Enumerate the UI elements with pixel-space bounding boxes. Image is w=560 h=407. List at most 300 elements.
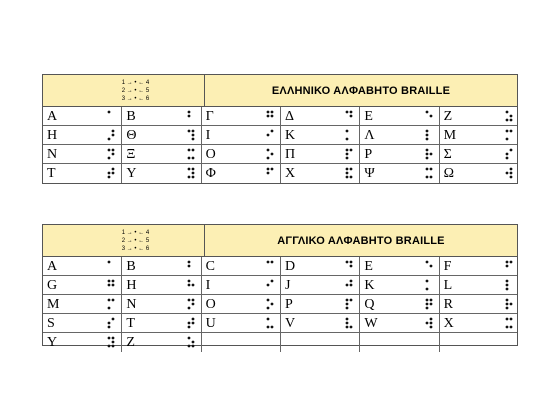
braille-dot-4 xyxy=(112,337,115,340)
braille-dot-1 xyxy=(187,130,190,133)
braille-dot-2 xyxy=(267,284,270,287)
letter-label: Α xyxy=(47,109,58,124)
braille-dot-5 xyxy=(510,172,513,175)
letter-label: Ζ xyxy=(443,109,453,124)
letter-label: Κ xyxy=(284,128,296,143)
braille-dot-2 xyxy=(346,153,349,156)
braille-dot-1 xyxy=(425,299,428,302)
letter-cell xyxy=(281,107,360,125)
braille-dot-3 xyxy=(425,176,428,179)
letter-label: Η xyxy=(47,128,58,143)
braille-cell-icon xyxy=(187,148,195,160)
braille-dot-2 xyxy=(425,303,428,306)
braille-dot-1 xyxy=(425,280,428,283)
letter-cell xyxy=(122,295,201,313)
braille-dot-5 xyxy=(112,134,115,137)
braille-cell-icon xyxy=(266,167,274,179)
braille-dot-1 xyxy=(187,337,190,340)
letter-cell xyxy=(202,126,281,144)
braille-dot-1 xyxy=(267,149,270,152)
braille-dot-3 xyxy=(187,326,190,329)
braille-dot-4 xyxy=(112,149,115,152)
letter-label: K xyxy=(364,278,375,293)
table-row xyxy=(43,126,517,145)
table-row xyxy=(43,145,517,164)
braille-dot-2 xyxy=(506,172,509,175)
braille-dot-1 xyxy=(267,168,270,171)
letter-cell xyxy=(202,107,281,125)
braille-dot-4 xyxy=(429,299,432,302)
letter-cell xyxy=(43,333,122,352)
braille-dot-5 xyxy=(191,341,194,344)
letter-cell xyxy=(281,126,360,144)
braille-dot-1 xyxy=(108,261,111,264)
braille-dot-1 xyxy=(346,318,349,321)
braille-dot-3 xyxy=(108,307,111,310)
letter-label: Π xyxy=(284,147,296,162)
letter-label: W xyxy=(364,316,378,331)
braille-dot-2 xyxy=(506,284,509,287)
braille-dot-5 xyxy=(271,115,274,118)
braille-dot-5 xyxy=(112,153,115,156)
letter-label: Μ xyxy=(443,128,457,143)
letter-cell xyxy=(202,276,281,294)
braille-dot-3 xyxy=(506,138,509,141)
legend-line: 2 → • ← 5 xyxy=(121,237,150,244)
legend-line: 1 → • ← 4 xyxy=(121,229,150,236)
letter-label: M xyxy=(47,297,60,312)
braille-dot-6 xyxy=(191,157,194,160)
braille-dot-6 xyxy=(510,176,513,179)
letter-cell xyxy=(440,164,519,183)
braille-cell-icon xyxy=(266,148,274,160)
braille-dot-4 xyxy=(350,111,353,114)
braille-cell-icon xyxy=(425,260,433,272)
braille-cell-icon xyxy=(266,110,274,122)
letter-cell xyxy=(360,126,439,144)
braille-dot-5 xyxy=(191,172,194,175)
braille-dot-4 xyxy=(112,318,115,321)
braille-cell-icon xyxy=(425,129,433,141)
braille-dot-5 xyxy=(429,303,432,306)
braille-dot-2 xyxy=(187,115,190,118)
braille-dot-4 xyxy=(510,130,513,133)
braille-dot-4 xyxy=(350,168,353,171)
braille-cell-icon xyxy=(187,298,195,310)
braille-dot-1 xyxy=(108,337,111,340)
empty-cell xyxy=(281,333,360,352)
braille-dot-4 xyxy=(271,280,274,283)
letter-label: Τ xyxy=(47,166,56,181)
braille-dot-1 xyxy=(425,130,428,133)
braille-dot-3 xyxy=(187,157,190,160)
braille-cell-icon xyxy=(425,148,433,160)
braille-dot-3 xyxy=(425,157,428,160)
letter-cell xyxy=(360,276,439,294)
braille-cell-icon xyxy=(187,129,195,141)
braille-cell-icon xyxy=(505,148,513,160)
letter-label: Ν xyxy=(47,147,58,162)
letter-cell xyxy=(440,107,519,125)
braille-cell-icon xyxy=(187,260,195,272)
letter-label: C xyxy=(205,259,215,274)
braille-dot-6 xyxy=(510,326,513,329)
letter-cell xyxy=(122,257,201,275)
braille-cell-icon xyxy=(505,260,513,272)
braille-cell-icon xyxy=(187,336,195,348)
letter-cell xyxy=(281,257,360,275)
letter-label: Φ xyxy=(205,166,216,181)
letter-cell xyxy=(43,257,122,275)
letter-cell xyxy=(122,164,201,183)
braille-cell-icon xyxy=(266,317,274,329)
english-table-header xyxy=(43,225,517,257)
braille-dot-4 xyxy=(191,299,194,302)
letter-cell xyxy=(281,295,360,313)
legend-line: 3 → • ← 6 xyxy=(121,245,150,252)
braille-dot-2 xyxy=(187,284,190,287)
english-rows xyxy=(43,257,517,352)
braille-dot-3 xyxy=(267,326,270,329)
braille-cell-icon xyxy=(107,148,115,160)
braille-dot-3 xyxy=(267,307,270,310)
legend-line: 3 → • ← 6 xyxy=(121,95,150,102)
braille-dot-3 xyxy=(346,307,349,310)
braille-dot-2 xyxy=(506,153,509,156)
braille-cell-icon xyxy=(187,110,195,122)
braille-dot-3 xyxy=(108,138,111,141)
braille-cell-icon xyxy=(107,167,115,179)
letter-cell xyxy=(440,145,519,163)
braille-dot-1 xyxy=(506,299,509,302)
greek-table-title: ΕΛΛΗΝΙΚΟ ΑΛΦΑΒΗΤΟ BRAILLE xyxy=(271,84,451,97)
braille-dot-1 xyxy=(346,261,349,264)
braille-dot-6 xyxy=(350,176,353,179)
braille-dot-2 xyxy=(506,303,509,306)
braille-dot-5 xyxy=(112,341,115,344)
letter-label: D xyxy=(284,259,296,274)
empty-cell xyxy=(440,333,519,352)
letter-cell xyxy=(440,276,519,294)
braille-dot-2 xyxy=(346,172,349,175)
braille-dot-3 xyxy=(267,157,270,160)
letter-label: G xyxy=(47,278,58,293)
braille-cell-icon xyxy=(107,298,115,310)
table-row xyxy=(43,333,517,352)
braille-dot-5 xyxy=(271,303,274,306)
braille-dot-2 xyxy=(108,284,111,287)
letter-label: N xyxy=(126,297,137,312)
braille-dot-1 xyxy=(506,111,509,114)
table-row xyxy=(43,314,517,333)
braille-cell-icon xyxy=(345,167,353,179)
letter-cell xyxy=(202,257,281,275)
braille-dot-1 xyxy=(187,261,190,264)
letter-label: L xyxy=(443,278,453,293)
braille-dot-1 xyxy=(187,111,190,114)
braille-dot-1 xyxy=(267,318,270,321)
letter-cell xyxy=(202,314,281,332)
braille-cell-icon xyxy=(505,167,513,179)
letter-label: H xyxy=(126,278,137,293)
letter-cell xyxy=(43,295,122,313)
braille-dot-4 xyxy=(271,130,274,133)
braille-dot-5 xyxy=(429,153,432,156)
letter-label: T xyxy=(126,316,135,331)
braille-dot-1 xyxy=(187,280,190,283)
braille-dot-5 xyxy=(112,284,115,287)
letter-label: Λ xyxy=(364,128,375,143)
braille-dot-1 xyxy=(346,168,349,171)
braille-dot-3 xyxy=(425,138,428,141)
letter-label: R xyxy=(443,297,453,312)
letter-cell xyxy=(43,126,122,144)
braille-dot-1 xyxy=(187,168,190,171)
braille-dot-6 xyxy=(191,176,194,179)
braille-dot-2 xyxy=(425,153,428,156)
braille-dot-1 xyxy=(346,149,349,152)
braille-dot-3 xyxy=(346,326,349,329)
braille-dot-5 xyxy=(429,265,432,268)
empty-cell xyxy=(360,333,439,352)
greek-table-header xyxy=(43,75,517,107)
letter-label: Ω xyxy=(443,166,455,181)
letter-cell xyxy=(122,333,201,352)
braille-dot-3 xyxy=(187,176,190,179)
braille-dot-6 xyxy=(191,138,194,141)
braille-dot-5 xyxy=(350,284,353,287)
letter-cell xyxy=(281,314,360,332)
letter-cell xyxy=(43,107,122,125)
letter-label: Θ xyxy=(126,128,137,143)
letter-cell xyxy=(43,145,122,163)
letter-cell xyxy=(43,314,122,332)
letter-cell xyxy=(281,164,360,183)
letter-cell xyxy=(360,295,439,313)
braille-dot-3 xyxy=(187,345,190,348)
braille-cell-icon xyxy=(425,110,433,122)
letter-label: Ο xyxy=(205,147,216,162)
letter-label: B xyxy=(126,259,136,274)
braille-dot-5 xyxy=(429,322,432,325)
letter-label: Δ xyxy=(284,109,294,124)
table-row xyxy=(43,257,517,276)
braille-dot-1 xyxy=(425,149,428,152)
braille-dot-3 xyxy=(506,119,509,122)
braille-dot-1 xyxy=(346,111,349,114)
letter-label: Ψ xyxy=(364,166,375,181)
braille-dot-5 xyxy=(112,172,115,175)
braille-dot-3 xyxy=(506,326,509,329)
dot-position-legend xyxy=(43,225,205,256)
braille-dot-5 xyxy=(191,284,194,287)
letter-cell xyxy=(440,295,519,313)
letter-cell xyxy=(202,145,281,163)
braille-cell-icon xyxy=(345,110,353,122)
braille-dot-4 xyxy=(191,149,194,152)
braille-cell-icon xyxy=(187,317,195,329)
braille-dot-2 xyxy=(346,303,349,306)
braille-dot-3 xyxy=(346,157,349,160)
braille-dot-1 xyxy=(506,318,509,321)
letter-cell xyxy=(122,276,201,294)
letter-cell xyxy=(360,164,439,183)
braille-dot-3 xyxy=(108,345,111,348)
braille-dot-3 xyxy=(506,157,509,160)
braille-dot-1 xyxy=(108,149,111,152)
braille-dot-4 xyxy=(271,168,274,171)
letter-cell xyxy=(440,257,519,275)
letter-label: Σ xyxy=(443,147,452,162)
letter-label: Β xyxy=(126,109,136,124)
braille-dot-5 xyxy=(271,153,274,156)
braille-dot-1 xyxy=(187,299,190,302)
greek-rows xyxy=(43,107,517,183)
legend-line: 2 → • ← 5 xyxy=(121,87,150,94)
letter-label: Χ xyxy=(284,166,296,181)
braille-cell-icon xyxy=(345,279,353,291)
letter-cell xyxy=(202,164,281,183)
braille-dot-4 xyxy=(429,318,432,321)
braille-dot-4 xyxy=(510,261,513,264)
legend-line: 1 → • ← 4 xyxy=(121,79,150,86)
braille-dot-1 xyxy=(346,130,349,133)
braille-dot-4 xyxy=(271,111,274,114)
braille-dot-1 xyxy=(267,111,270,114)
braille-dot-6 xyxy=(271,326,274,329)
braille-dot-4 xyxy=(191,168,194,171)
letter-cell xyxy=(122,126,201,144)
letter-label: Q xyxy=(364,297,375,312)
braille-dot-2 xyxy=(187,265,190,268)
letter-label: F xyxy=(443,259,452,274)
braille-cell-icon xyxy=(107,260,115,272)
letter-cell xyxy=(360,257,439,275)
braille-dot-5 xyxy=(191,322,194,325)
braille-cell-icon xyxy=(187,167,195,179)
braille-dot-1 xyxy=(506,280,509,283)
braille-dot-3 xyxy=(346,138,349,141)
letter-label: P xyxy=(284,297,293,312)
braille-cell-icon xyxy=(505,129,513,141)
braille-dot-3 xyxy=(108,176,111,179)
braille-cell-icon xyxy=(505,317,513,329)
letter-cell xyxy=(281,145,360,163)
letter-label: Ε xyxy=(364,109,373,124)
braille-dot-4 xyxy=(112,280,115,283)
braille-dot-4 xyxy=(350,149,353,152)
braille-cell-icon xyxy=(345,260,353,272)
braille-dot-6 xyxy=(429,176,432,179)
braille-dot-3 xyxy=(425,288,428,291)
braille-dot-3 xyxy=(506,288,509,291)
braille-dot-1 xyxy=(506,261,509,264)
letter-cell xyxy=(43,276,122,294)
braille-dot-5 xyxy=(510,115,513,118)
braille-dot-3 xyxy=(425,307,428,310)
braille-dot-4 xyxy=(510,318,513,321)
letter-label: S xyxy=(47,316,55,331)
braille-dot-3 xyxy=(346,176,349,179)
braille-dot-4 xyxy=(191,318,194,321)
braille-cell-icon xyxy=(345,317,353,329)
english-table-title: ΑΓΓΛΙΚΟ ΑΛΦΑΒΗΤΟ BRAILLE xyxy=(277,234,445,247)
braille-cell-icon xyxy=(345,148,353,160)
letter-cell xyxy=(360,314,439,332)
braille-cell-icon xyxy=(107,336,115,348)
letter-cell xyxy=(122,107,201,125)
braille-dot-6 xyxy=(429,326,432,329)
table-row xyxy=(43,295,517,314)
letter-label: Υ xyxy=(126,166,137,181)
braille-dot-2 xyxy=(346,322,349,325)
braille-dot-1 xyxy=(108,280,111,283)
letter-cell xyxy=(202,295,281,313)
braille-dot-1 xyxy=(506,130,509,133)
letter-cell xyxy=(122,314,201,332)
braille-dot-1 xyxy=(267,261,270,264)
letter-cell xyxy=(440,314,519,332)
braille-cell-icon xyxy=(345,298,353,310)
table-row xyxy=(43,107,517,126)
letter-label: Ρ xyxy=(364,147,373,162)
braille-dot-3 xyxy=(108,157,111,160)
letter-cell xyxy=(360,145,439,163)
braille-dot-3 xyxy=(506,307,509,310)
braille-dot-4 xyxy=(510,149,513,152)
braille-dot-1 xyxy=(108,111,111,114)
braille-dot-4 xyxy=(191,130,194,133)
braille-dot-1 xyxy=(267,299,270,302)
braille-cell-icon xyxy=(266,298,274,310)
braille-dot-2 xyxy=(267,115,270,118)
table-row xyxy=(43,164,517,183)
braille-cell-icon xyxy=(266,129,274,141)
braille-dot-2 xyxy=(506,265,509,268)
letter-label: U xyxy=(205,316,216,331)
braille-cell-icon xyxy=(187,279,195,291)
braille-cell-icon xyxy=(107,129,115,141)
braille-cell-icon xyxy=(505,110,513,122)
braille-dot-2 xyxy=(267,134,270,137)
braille-dot-5 xyxy=(191,303,194,306)
braille-dot-6 xyxy=(350,326,353,329)
braille-dot-2 xyxy=(425,134,428,137)
braille-dot-4 xyxy=(429,168,432,171)
braille-dot-1 xyxy=(425,111,428,114)
braille-dot-2 xyxy=(187,322,190,325)
letter-label: Γ xyxy=(205,109,214,124)
braille-cell-icon xyxy=(266,260,274,272)
letter-cell xyxy=(440,126,519,144)
braille-dot-3 xyxy=(187,307,190,310)
dot-position-legend xyxy=(43,75,205,106)
braille-cell-icon xyxy=(425,279,433,291)
braille-dot-4 xyxy=(112,299,115,302)
braille-dot-4 xyxy=(112,168,115,171)
braille-dot-6 xyxy=(191,345,194,348)
braille-dot-3 xyxy=(108,326,111,329)
letter-label: V xyxy=(284,316,296,331)
braille-cell-icon xyxy=(425,298,433,310)
braille-dot-4 xyxy=(510,168,513,171)
letter-label: Z xyxy=(126,335,135,350)
letter-label: E xyxy=(364,259,373,274)
letter-label: O xyxy=(205,297,216,312)
braille-cell-icon xyxy=(266,279,274,291)
braille-dot-2 xyxy=(346,284,349,287)
braille-cell-icon xyxy=(107,279,115,291)
